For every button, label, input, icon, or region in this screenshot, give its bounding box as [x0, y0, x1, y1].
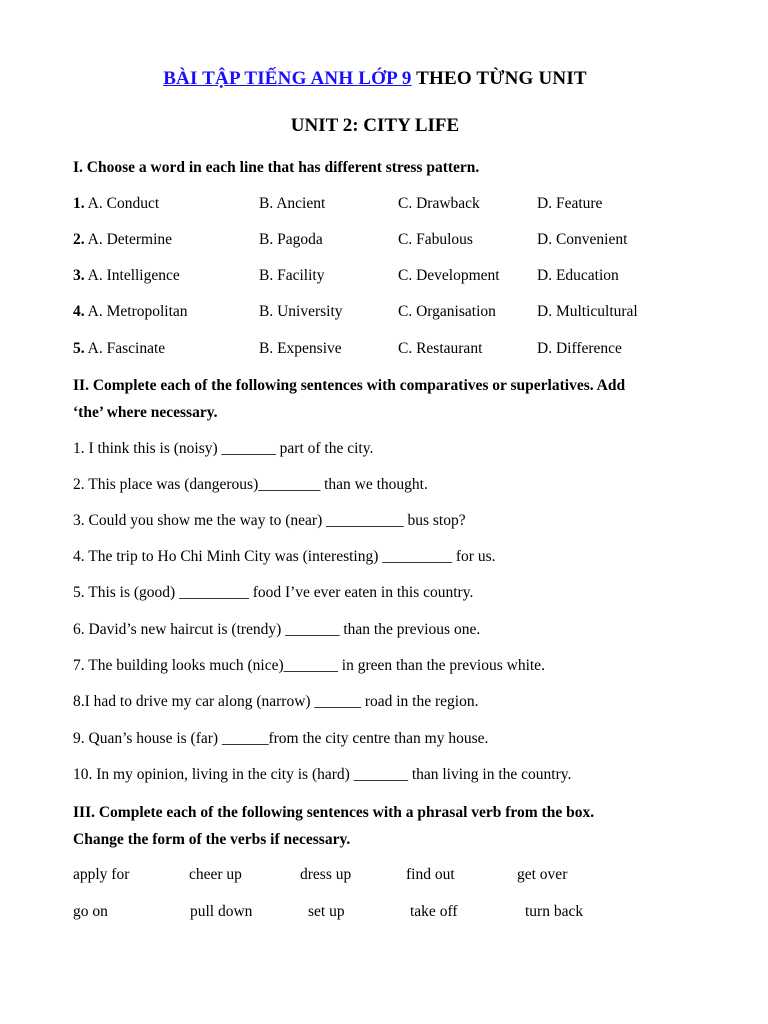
question-number: 3. — [73, 267, 85, 284]
question-row — [73, 195, 693, 215]
sentence: 1. I think this is (noisy) _______ part of the city. — [73, 440, 374, 457]
sentence: 3. Could you show me the way to (near) __________ bus stop? — [73, 512, 466, 529]
phrasal-verb: find out — [406, 866, 455, 883]
question-number: 4. — [73, 303, 85, 320]
page-title — [0, 68, 750, 90]
option-c: C. Organisation — [398, 303, 496, 320]
sentence: 10. In my opinion, living in the city is (hard) _______ than living in the country. — [73, 766, 572, 783]
option-a: A. Conduct — [87, 195, 160, 212]
phrasal-verb: pull down — [190, 903, 253, 920]
sentence: 7. The building looks much (nice)_______ in green than the previous white. — [73, 657, 545, 674]
unit-title: UNIT 2: CITY LIFE — [290, 115, 460, 136]
option-b: B. University — [259, 303, 343, 320]
option-a: A. Determine — [87, 231, 173, 248]
sentence: 6. David’s new haircut is (trendy) _______ than the previous one. — [73, 621, 481, 638]
section-1-heading: I. Choose a word in each line that has different stress pattern. — [73, 159, 480, 176]
option-a: A. Metropolitan — [87, 303, 188, 320]
phrasal-verb: set up — [308, 903, 345, 920]
question-row — [73, 231, 693, 251]
title-rest: THEO TỪNG UNIT — [411, 68, 587, 89]
sentence: 2. This place was (dangerous)________ than we thought. — [73, 476, 428, 493]
option-b: B. Pagoda — [259, 231, 323, 248]
phrasal-verb: apply for — [73, 866, 130, 883]
question-row — [73, 267, 693, 287]
phrasal-verb: turn back — [525, 903, 584, 920]
section-3-heading — [73, 799, 683, 853]
option-d: D. Feature — [537, 195, 603, 212]
section-3-heading-line-1: III. Complete each of the following sentences with a phrasal verb from the box. — [73, 804, 595, 821]
section-2-heading-line-2: ‘the’ where necessary. — [73, 404, 218, 421]
phrasal-verb: cheer up — [189, 866, 242, 883]
option-c: C. Drawback — [398, 195, 480, 212]
option-c: C. Development — [398, 267, 500, 284]
option-d: D. Multicultural — [537, 303, 638, 320]
option-c: C. Restaurant — [398, 340, 483, 357]
question-number: 2. — [73, 231, 85, 248]
option-b: B. Facility — [259, 267, 325, 284]
sentence: 5. This is (good) _________ food I’ve ever eaten in this country. — [73, 584, 474, 601]
sentence: 4. The trip to Ho Chi Minh City was (interesting) _________ for us. — [73, 548, 496, 565]
question-row — [73, 340, 693, 360]
question-row — [73, 303, 693, 323]
option-d: D. Difference — [537, 340, 622, 357]
question-number: 5. — [73, 340, 85, 357]
section-2-heading-line-1: II. Complete each of the following sentences with comparatives or superlatives. Add — [73, 377, 626, 394]
phrasal-verb: dress up — [300, 866, 352, 883]
title-link[interactable]: BÀI TẬP TIẾNG ANH LỚP 9 — [163, 68, 412, 89]
option-d: D. Education — [537, 267, 619, 284]
option-d: D. Convenient — [537, 231, 628, 248]
phrasal-verb: get over — [517, 866, 568, 883]
section-3-heading-line-2: Change the form of the verbs if necessary. — [73, 831, 351, 848]
option-c: C. Fabulous — [398, 231, 473, 248]
phrasal-verb: go on — [73, 903, 108, 920]
option-a: A. Fascinate — [87, 340, 166, 357]
option-b: B. Expensive — [259, 340, 342, 357]
phrasal-verb: take off — [410, 903, 458, 920]
question-number: 1. — [73, 195, 85, 212]
option-a: A. Intelligence — [87, 267, 180, 284]
option-b: B. Ancient — [259, 195, 326, 212]
sentence: 9. Quan’s house is (far) ______from the city centre than my house. — [73, 730, 489, 747]
sentence: 8.I had to drive my car along (narrow) ______ road in the region. — [73, 693, 479, 710]
section-2-heading — [73, 372, 683, 426]
